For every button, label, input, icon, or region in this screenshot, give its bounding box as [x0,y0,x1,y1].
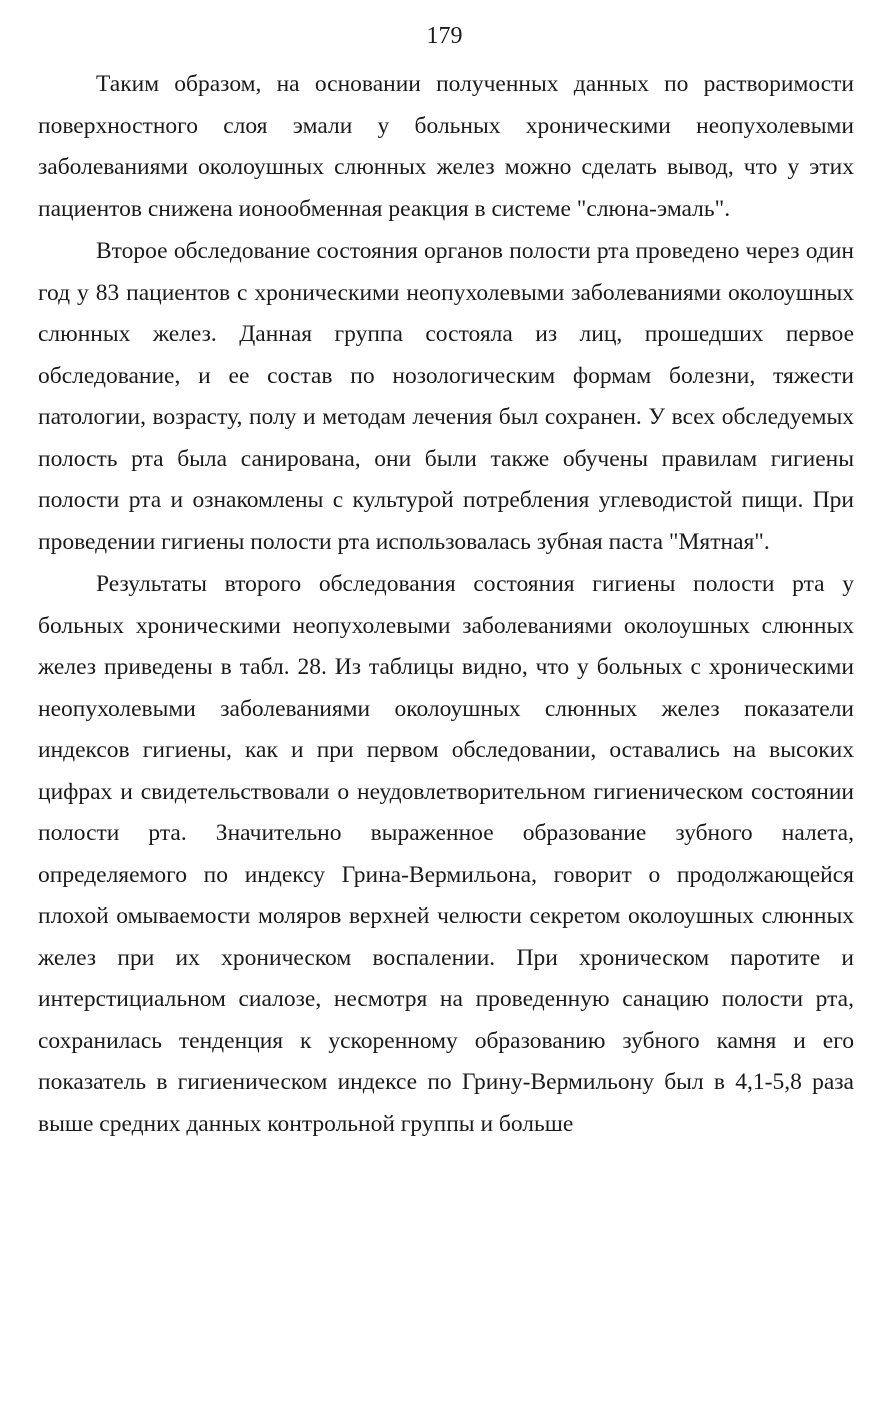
body-text [38,64,854,1145]
paragraph-hygiene-results: Результаты второго обследования состояния гигиены полости рта у больных хроническими неопухолевыми заболеваниями околоушных слюнных желез приведены в табл. 28. Из таблицы видно, что у больных с хроническими неопухолевыми заболеваниями околоушных слюнных желез показатели индексов гигиены, как и при первом обследовании, оставались на высоких цифрах и свидетельствовали о неудовлетворительном гигиеническом состоянии полости рта. Значительно выраженное образование зубного налета, определяемого по индексу Грина-Вермильона, говорит о продолжающейся плохой омываемости моляров верхней челюсти секретом околоушных слюнных желез при их хроническом воспалении. При хроническом паротите и интерстициальном сиалозе, несмотря на проведенную санацию полости рта, сохранилась тенденция к ускоренному образованию зубного камня и его показатель в гигиеническом индексе по Грину-Вермильону был в 4,1-5,8 раза выше средних данных контрольной группы и больше [38,571,854,1137]
paragraph-conclusion-solubility: Таким образом, на основании полученных данных по растворимости поверхностного слоя эмали у больных хроническими неопухолевыми заболеваниями околоушных слюнных желез можно сделать вывод, что у этих пациентов снижена ионообменная реакция в системе "слюна-эмаль". [38,71,854,222]
page-number: 179 [426,23,463,49]
paragraph-second-examination: Второе обследование состояния органов полости рта проведено через один год у 83 пациентов с хроническими неопухолевыми заболеваниями околоушных слюнных желез. Данная группа состояла из лиц, прошедших первое обследование, и ее состав по нозологическим формам болезни, тяжести патологии, возрасту, полу и методам лечения был сохранен. У всех обследуемых полость рта была санирована, они были также обучены правилам гигиены полости рта и ознакомлены с культурой потребления углеводистой пищи. При проведении гигиены полости рта использовалась зубная паста "Мятная". [38,238,854,555]
